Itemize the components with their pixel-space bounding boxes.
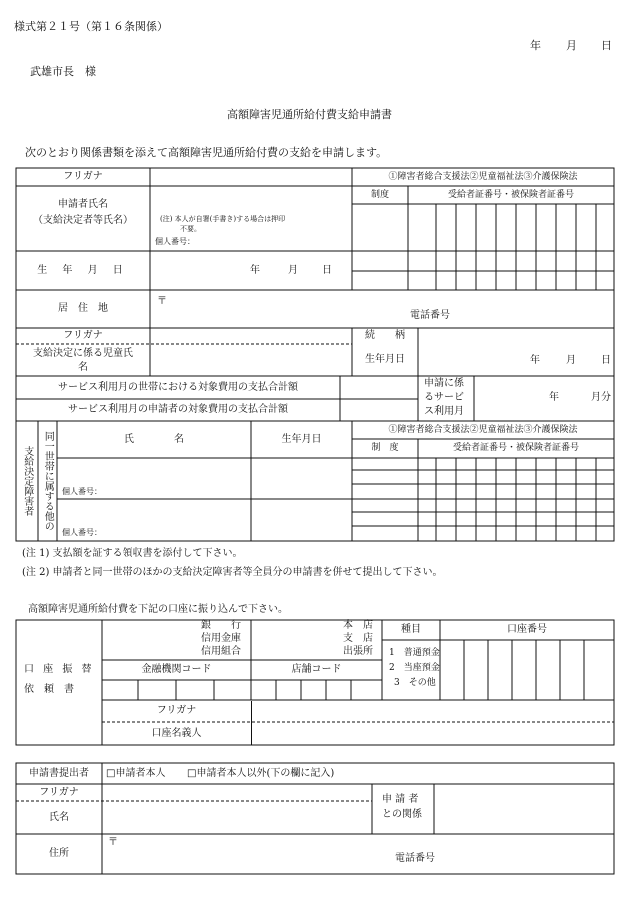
child-name-label: 支給決定に係る児童氏 xyxy=(33,347,133,359)
household-law-header: ①障害者総合支援法②児童福祉法③介護保険法 xyxy=(388,424,578,435)
deposit-type-label: 種目 xyxy=(401,624,421,636)
submitter-label: 申請書提出者 xyxy=(29,767,89,779)
personal-number-label: 個人番号： xyxy=(155,237,195,246)
law-header: ①障害者総合支援法②児童福祉法③介護保険法 xyxy=(388,171,578,182)
note-1: (注 1) 支払額を証する領収書を添付して下さい。 xyxy=(22,548,243,559)
household-side-label-2: 同一世帯に属する他の xyxy=(42,431,54,531)
submitter-name-label: 氏名 xyxy=(49,811,69,823)
household-cert-label: 受給者証番号・被保険者証番号 xyxy=(452,443,579,454)
submitter-furigana-label: フリガナ xyxy=(39,786,79,798)
bank-intro: 高額障害児通所給付費を下記の口座に振り込んで下さい。 xyxy=(28,604,288,615)
bank-side-label-2: 依 頼 書 xyxy=(24,684,74,695)
bank-type-bank: 銀 行 xyxy=(201,620,241,631)
address-label: 居 住 地 xyxy=(58,303,108,315)
note-2: (注 2) 申請者と同一世帯のほかの支給決定障害者等全員分の申請書を併せて提出して下さい。 xyxy=(22,567,443,578)
branch-type-shucchojo: 出張所 xyxy=(343,646,373,657)
page-title: 高額障害児通所給付費支給申請書 xyxy=(227,108,392,121)
cert-number-label: 受給者証番号・被保険者証番号 xyxy=(447,189,574,200)
child-furigana-label: フリガナ xyxy=(63,330,103,342)
date-year-label: 年 xyxy=(530,39,541,52)
deposit-type-3: 3 その他 xyxy=(394,678,436,688)
submitter-option-other[interactable]: □申請者本人以外(下の欄に記入) xyxy=(187,768,335,779)
branch-type-honten: 本 店 xyxy=(343,620,373,631)
household-total-label: サービス利用月の世帯における対象費用の支払合計額 xyxy=(58,381,298,393)
service-year-label: 年 xyxy=(549,392,559,403)
service-month-label-3: ス利用月 xyxy=(424,406,464,417)
signature-note: (注) 本人が自署(手書き)する場合は押印 xyxy=(160,215,286,223)
applicant-total-label: サービス利用月の申請者の対象費用の支払合計額 xyxy=(68,404,288,416)
household-side-label-1: 支給決定障害者 xyxy=(21,446,33,516)
branch-code-label: 店舗コード xyxy=(291,664,342,676)
form-number: 様式第２１号（第１６条関係） xyxy=(14,20,168,33)
submitter-postal-mark: 〒 xyxy=(108,837,118,848)
child-birth-month: 月 xyxy=(566,355,576,366)
bank-holder-divider xyxy=(251,701,252,745)
date-month-label: 月 xyxy=(566,39,577,52)
branch-type-shiten: 支 店 xyxy=(343,633,373,644)
intro-text: 次のとおり関係書類を添えて高額障害児通所給付費の支給を申請します。 xyxy=(25,146,388,159)
bank-type-shinkin: 信用金庫 xyxy=(201,633,241,644)
account-number-label: 口座番号 xyxy=(507,624,547,636)
deposit-type-2: 2 当座預金 xyxy=(389,663,440,673)
institution-code-label: 金融機関コード xyxy=(141,664,212,676)
child-birth-day: 日 xyxy=(601,355,611,366)
system-label: 制度 xyxy=(370,189,389,200)
signature-note-cont: 不要。 xyxy=(180,225,201,233)
child-birth-year: 年 xyxy=(530,355,540,366)
bank-type-kumiai: 信用組合 xyxy=(201,646,241,657)
furigana-label: フリガナ xyxy=(63,171,103,183)
submitter-option-self[interactable]: □申請者本人 xyxy=(106,768,166,779)
furigana-field[interactable] xyxy=(150,168,352,186)
phone-label: 電話番号 xyxy=(410,310,450,321)
household-personal-number-2: 個人番号： xyxy=(62,528,102,537)
household-personal-number-1: 個人番号： xyxy=(62,487,102,496)
submitter-address-label: 住所 xyxy=(49,848,69,860)
relation-label-2: との関係 xyxy=(382,809,422,820)
service-month-label-2: るサービ xyxy=(424,392,464,403)
service-month-unit: 月分 xyxy=(591,392,611,403)
date-day-label: 日 xyxy=(601,39,612,52)
relationship-label: 続 柄 xyxy=(365,330,405,342)
relation-label-1: 申 請 者 xyxy=(382,794,419,805)
household-birth-header: 生年月日 xyxy=(281,433,322,445)
child-birth-label: 生年月日 xyxy=(365,354,405,366)
birth-year-label: 年 xyxy=(250,265,260,276)
birth-label: 生 年 月 日 xyxy=(37,264,129,276)
addressee: 武雄市長 様 xyxy=(30,65,96,78)
bank-side-label-1: 口 座 振 替 xyxy=(24,664,95,675)
birth-month-label: 月 xyxy=(288,265,298,276)
account-holder-label: 口座名義人 xyxy=(151,727,202,739)
postal-mark: 〒 xyxy=(157,296,167,307)
birth-day-label: 日 xyxy=(322,265,332,276)
household-system-label: 制 度 xyxy=(371,443,399,454)
service-month-label-1: 申請に係 xyxy=(424,378,464,389)
household-name-header: 氏 名 xyxy=(124,433,184,445)
submitter-phone-label: 電話番号 xyxy=(395,853,435,864)
child-name-label-cont: 名 xyxy=(78,361,88,373)
bank-furigana-label: フリガナ xyxy=(156,705,197,717)
applicant-name-label: 申請者氏名 xyxy=(58,199,108,211)
applicant-name-sublabel: （支給決定者等氏名） xyxy=(33,215,133,227)
deposit-type-1: 1 普通預金 xyxy=(389,648,440,658)
